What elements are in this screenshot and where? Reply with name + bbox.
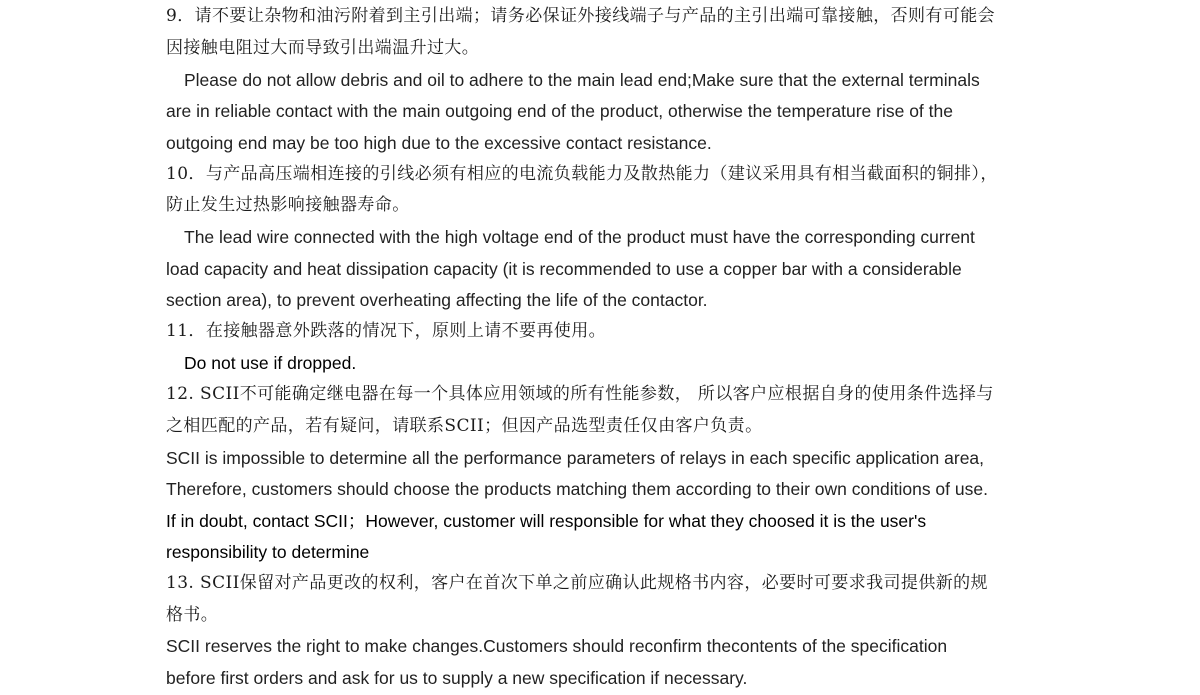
item-9-en-line-3: outgoing end may be too high due to the excessive contact resistance. <box>166 133 712 153</box>
item-11-en-line-1: Do not use if dropped. <box>184 353 357 373</box>
item-12-en-line-4: responsibility to determine <box>166 542 370 562</box>
item-11-cn-line-1: 11．在接触器意外跌落的情况下，原则上请不要再使用。 <box>166 321 607 341</box>
item-12-en-line-1: SCII is impossible to determine all the performance parameters of relays in each specific application area, <box>166 448 985 468</box>
item-13-en-line-2: before first orders and ask for us to supply a new specification if necessary. <box>166 668 748 688</box>
item-9-en-line-2: are in reliable contact with the main outgoing end of the product, otherwise the temperature rise of the <box>166 101 953 121</box>
item-9-cn-line-1: 9．请不要让杂物和油污附着到主引出端；请务必保证外接线端子与产品的主引出端可靠接触，否则有可能会 <box>166 6 996 26</box>
item-10-en-line-1: The lead wire connected with the high voltage end of the product must have the corresponding current <box>184 227 975 247</box>
item-10-en-line-2: load capacity and heat dissipation capacity (it is recommended to use a copper bar with a considerable <box>166 259 962 279</box>
item-13-en-line-1: SCII reserves the right to make changes.Customers should reconfirm thecontents of the specification <box>166 636 948 656</box>
item-10-cn-line-1: 10．与产品高压端相连接的引线必须有相应的电流负载能力及散热能力（建议采用具有相当截面积的铜排）， <box>166 164 998 184</box>
item-12-cn-line-2: 之相匹配的产品，若有疑问，请联系SCII；但因产品选型责任仅由客户负责。 <box>166 416 763 436</box>
item-13-cn-line-1: 13. SCII保留对产品更改的权利，客户在首次下单之前应确认此规格书内容，必要时可要求我司提供新的规 <box>166 573 988 593</box>
item-12-en-line-3: If in doubt, contact SCII；However, customer will responsible for what they choosed it is the user's <box>166 511 927 531</box>
item-12-en-line-2: Therefore, customers should choose the products matching them according to their own conditions of use. <box>166 479 988 499</box>
item-13-cn-line-2: 格书。 <box>166 605 219 625</box>
item-9-en-line-1: Please do not allow debris and oil to adhere to the main lead end;Make sure that the external terminals <box>184 70 980 90</box>
item-12-cn-line-1: 12. SCII不可能确定继电器在每一个具体应用领域的所有性能参数， 所以客户应根据自身的使用条件选择与 <box>166 384 994 404</box>
item-10-cn-line-2: 防止发生过热影响接触器寿命。 <box>166 195 410 215</box>
item-10-en-line-3: section area), to prevent overheating affecting the life of the contactor. <box>166 290 708 310</box>
item-9-cn-line-2: 因接触电阻过大而导致引出端温升过大。 <box>166 38 480 58</box>
